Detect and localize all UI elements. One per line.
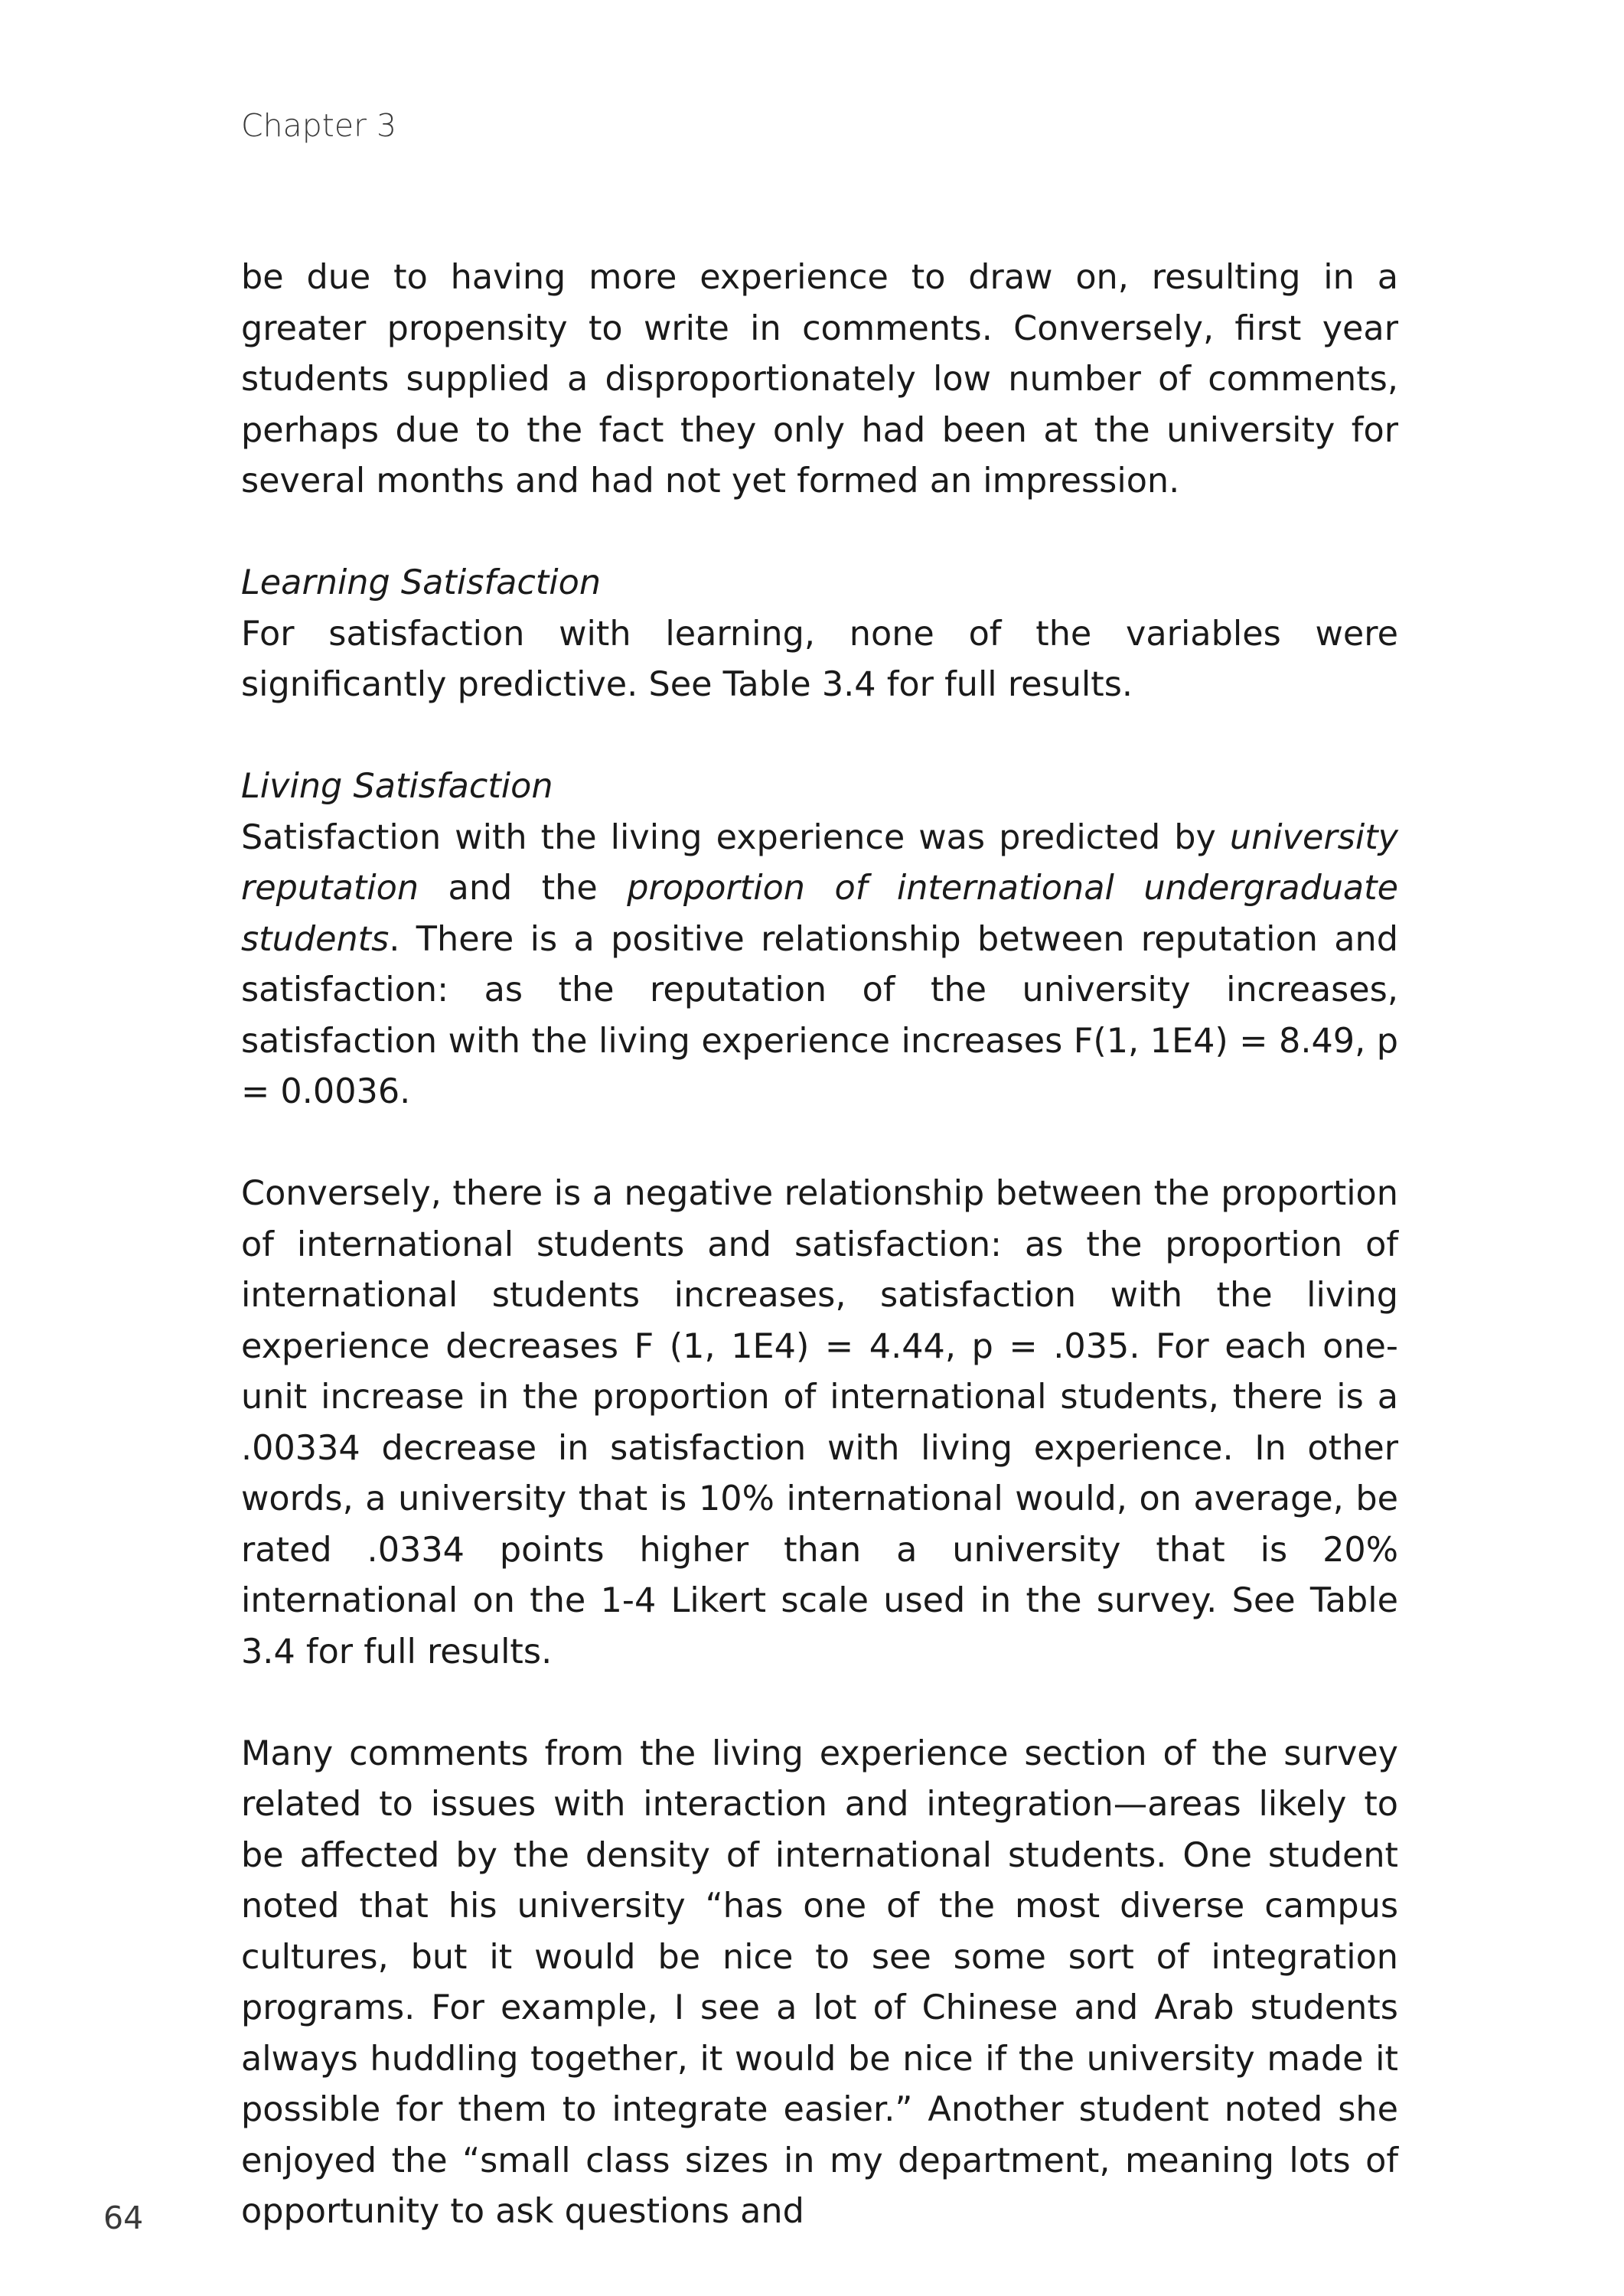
running-head: Chapter 3 [241,107,397,144]
page-number: 64 [103,2200,144,2236]
paragraph-response-comments: be due to having more experience to draw on, resulting in a greater propensity to write in comments. Conversely, first year students supplied a disproportionately low number of comments, perhaps due to the fact they only had been at the university for several months and had not yet formed an impression. [241,258,1398,501]
living-text-part-c: . There is a positive relationship between reputation and satisfaction: as the reputation of the university increases, satisfaction with the living experience increases F(1, 1E4) = 8.49, p = 0.0036. [241,919,1398,1111]
body-text [241,253,1398,2238]
learning-satisfaction-text: For satisfaction with learning, none of the variables were significantly predictive. See Table 3.4 for full results. [241,614,1398,704]
living-emphasis-reputation: university reputation [241,817,1398,908]
section-learning-satisfaction [241,558,1398,711]
subheading-living-satisfaction: Living Satisfaction [241,767,553,806]
subheading-learning-satisfaction: Learning Satisfaction [241,563,602,602]
section-living-satisfaction [241,762,1398,1118]
paragraph-student-comments: Many comments from the living experience section of the survey related to issues with interaction and integration—areas likely to be affected by the density of international students. One student noted that his university “has one of the most diverse campus cultures, but it would be nice to see some sort of integration programs. For example, I see a lot of Chinese and Arab students always huddling together, it would be nice if the university made it possible for them to integrate easier.” Another student noted she enjoyed the “small class sizes in my department, meaning lots of opportunity to ask questions and [241,1733,1398,2231]
living-text-part-a: Satisfaction with the living experience was predicted by [241,817,1230,857]
living-text-part-b: and the [419,869,628,908]
living-emphasis-proportion: proportion of international undergraduate students [241,869,1399,959]
paragraph-negative-relationship: Conversely, there is a negative relationship between the proportion of international students and satisfaction: as the proportion of international students increases, satisfaction with the living experience decreases F (1, 1E4) = 4.44, p = .035. For each one-unit increase in the proportion of international students, there is a .00334 decrease in satisfaction with living experience. In other words, a university that is 10% international would, on average, be rated .0334 points higher than a university that is 20% international on the 1-4 Likert scale used in the survey. See Table 3.4 for full results. [241,1174,1398,1671]
